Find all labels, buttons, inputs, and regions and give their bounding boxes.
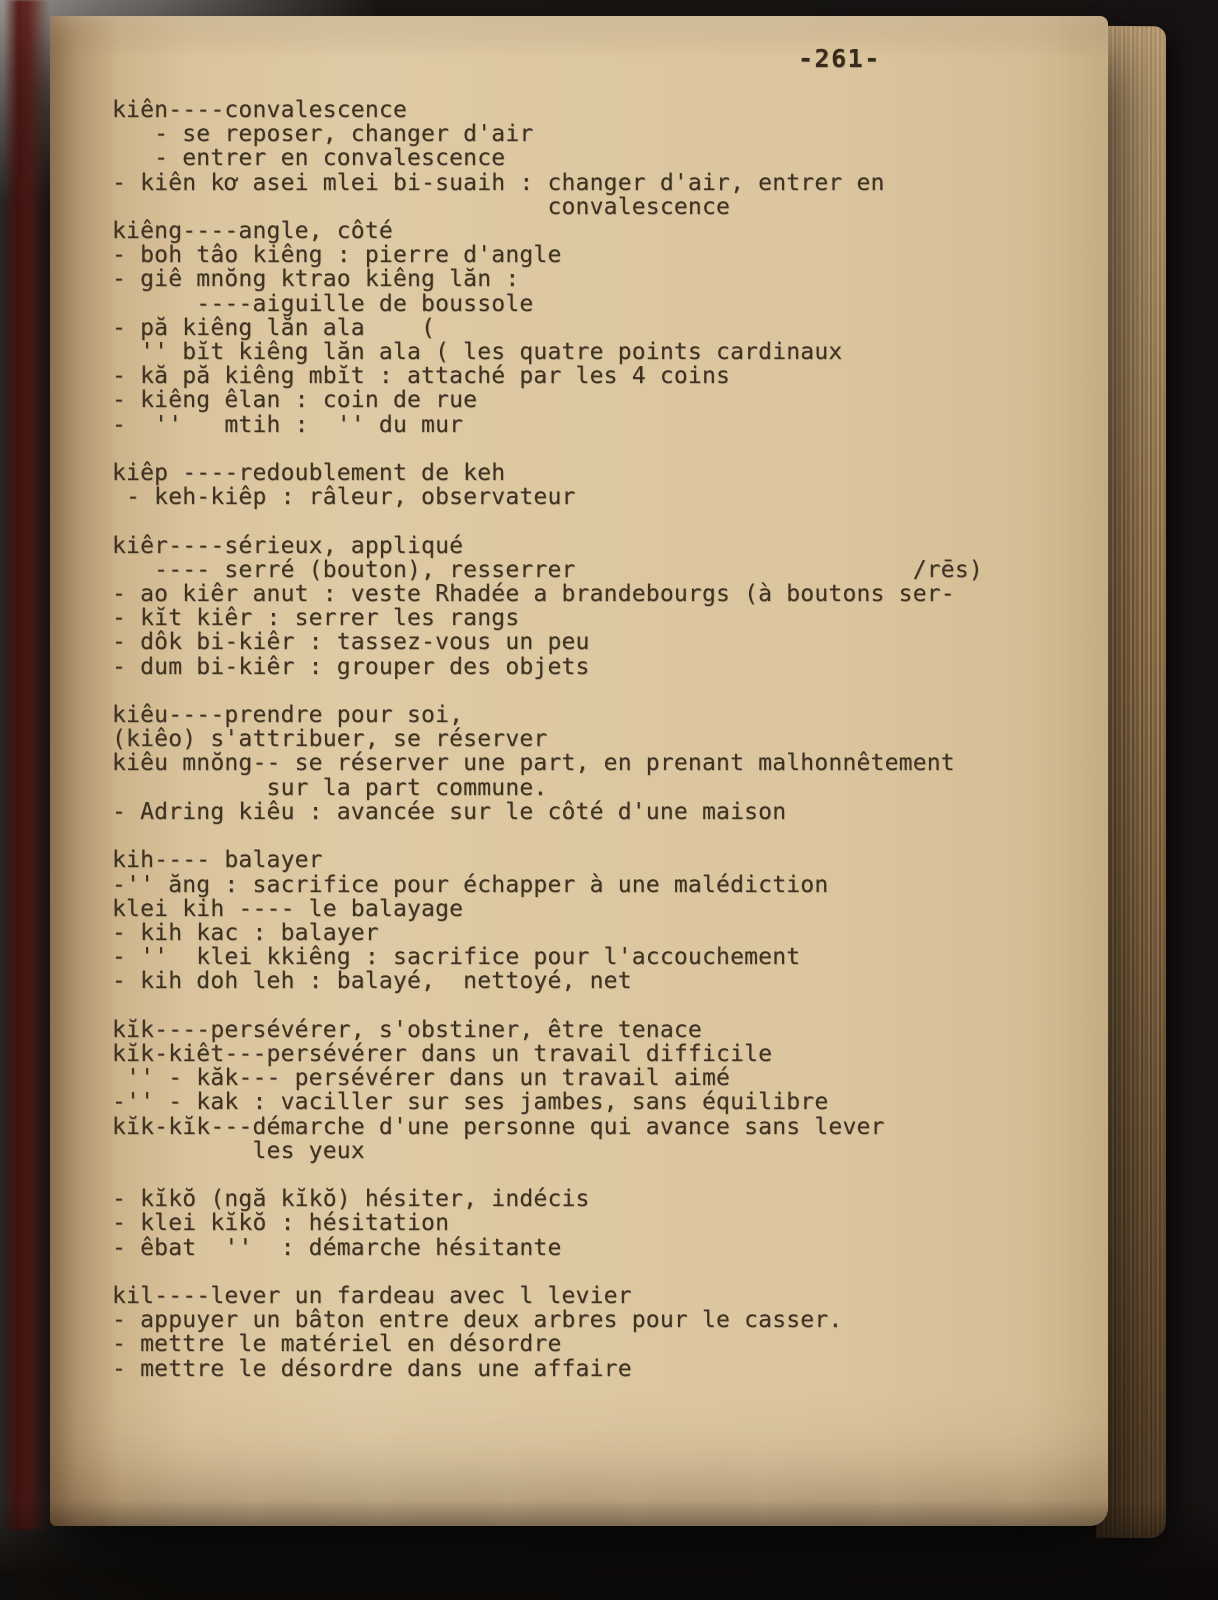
text-line: - Adring kiêu : avancée sur le côté d'une maison [112,798,787,825]
text-line: - êbat '' : démarche hésitante [112,1234,562,1261]
text-line: sur la part commune. [112,774,548,801]
page-number: -261- [798,44,881,73]
text-line: - kă pă kiêng mbĭt : attaché par les 4 coins [112,363,731,390]
text-line [112,509,983,533]
text-line [112,994,983,1018]
text-line [112,1260,983,1284]
text-line [112,1163,983,1187]
text-line: kĭk----persévérer, s'obstiner, être tenace [112,1016,702,1043]
text-line: - mettre le matériel en désordre [112,1331,562,1358]
text-line: - dum bi-kiêr : grouper des objets [112,653,590,680]
text-line: - kĭkŏ (ngă kĭkŏ) hésiter, indécis [112,1186,590,1213]
text-line: - ao kiêr anut : veste Rhadée a brandebourgs (à boutons ser- [112,581,955,608]
text-line [112,824,983,848]
text-line: - kiên kơ asei mlei bi-suaih : changer d'air, entrer en [112,169,885,196]
text-line: kiêng----angle, côté [112,218,393,245]
text-line: - kih doh leh : balayé, nettoyé, net [112,968,632,995]
text-line: kĭk-kiêt---persévérer dans un travail difficile [112,1040,773,1067]
text-line [112,437,983,461]
text-line: kĭk-kĭk---démarche d'une personne qui avance sans lever [112,1113,885,1140]
text-line: kiêp ----redoublement de keh [112,460,506,487]
text-line: - entrer en convalescence [112,145,506,172]
text-line: kih---- balayer [112,847,323,874]
text-line: kiên----convalescence [112,97,407,123]
text-line: - kĭt kiêr : serrer les rangs [112,605,520,632]
text-line: - klei kĭkŏ : hésitation [112,1210,450,1237]
text-line: - '' klei kkiêng : sacrifice pour l'accouchement [112,944,801,971]
book-spine [4,0,50,1530]
text-line: convalescence [112,193,731,220]
text-line: ---- serré (bouton), resserrer /rēs) [112,556,983,583]
page-lines [112,98,983,1381]
text-line [112,679,983,703]
text-line: kiêu----prendre pour soi, [112,702,464,729]
text-line: - pă kiêng lăn ala ( [112,314,436,341]
text-line: - kiêng êlan : coin de rue [112,387,478,414]
text-line: - appuyer un bâton entre deux arbres pour le casser. [112,1307,843,1334]
text-line: les yeux [112,1137,365,1164]
text-line: '' bĭt kiêng lăn ala ( les quatre points cardinaux [112,339,843,366]
text-line: - mettre le désordre dans une affaire [112,1355,632,1382]
text-line: kiêr----sérieux, appliqué [112,532,464,559]
book-page [50,16,1108,1526]
text-line: kiêu mnŏng-- se réserver une part, en prenant malhonnêtement [112,750,955,777]
text-line: kil----lever un fardeau avec l levier [112,1282,632,1309]
text-line: (kiêo) s'attribuer, se réserver [112,726,548,753]
text-line: - dôk bi-kiêr : tassez-vous un peu [112,629,590,656]
text-line: ----aiguille de boussole [112,290,534,317]
text-line: -'' - kak : vaciller sur ses jambes, sans équilibre [112,1089,829,1116]
text-line: - keh-kiêp : râleur, observateur [112,484,576,511]
text-line: - boh tâo kiêng : pierre d'angle [112,242,562,269]
text-line: - se reposer, changer d'air [112,121,534,148]
text-line: - '' mtih : '' du mur [112,411,464,438]
text-line: -'' ăng : sacrifice pour échapper à une malédiction [112,871,829,898]
text-line: - kih kac : balayer [112,919,379,946]
text-line: klei kih ---- le balayage [112,895,464,922]
text-line: '' - kăk--- persévérer dans un travail aimé [112,1065,731,1092]
text-line: - giê mnŏng ktrao kiêng lăn : [112,266,520,293]
